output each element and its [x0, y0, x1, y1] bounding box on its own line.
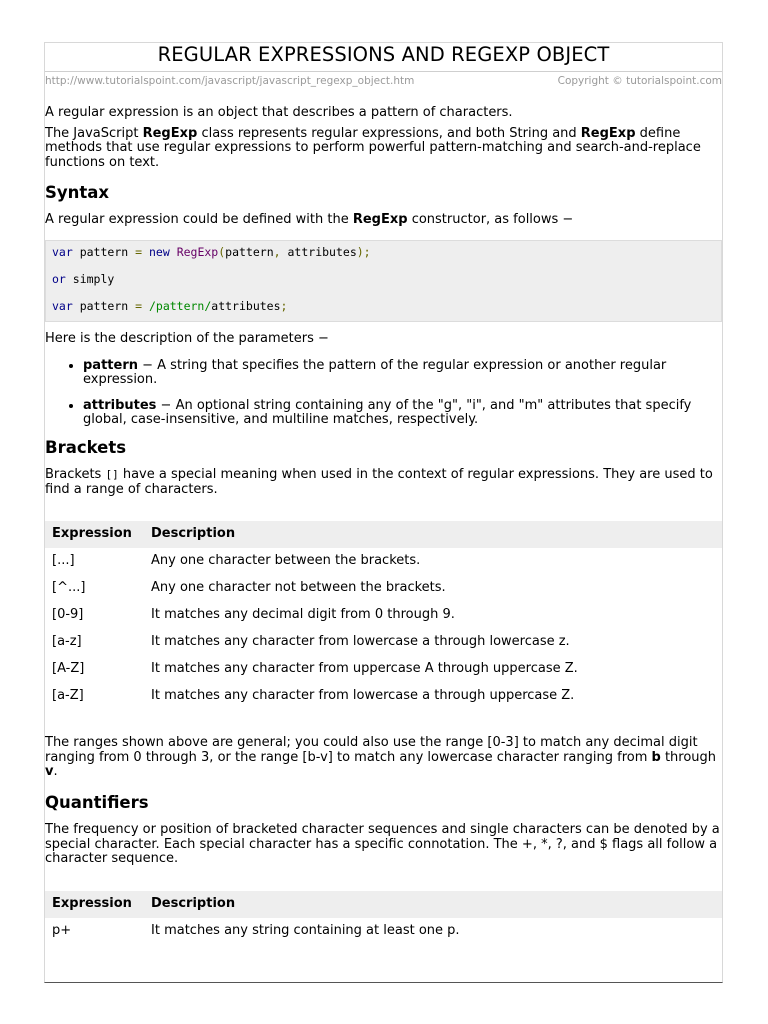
code-line-1	[52, 246, 715, 259]
text-run: through	[660, 749, 717, 765]
table-cell: It matches any character from uppercase A through uppercase Z.	[151, 661, 578, 677]
code-punct: );	[356, 244, 371, 259]
text-run: define methods that use regular expressions to perform powerful pattern-matching and search-and-replace functions on text.	[45, 125, 701, 170]
param-desc: − An optional string containing any of the "g", "i", and "m" attributes that specify global, case-insensitive, and multiline matches, respectively.	[83, 397, 692, 428]
code-line-2	[52, 273, 715, 286]
code-punct: =	[135, 244, 143, 259]
table-cell: It matches any character from lowercase a through uppercase Z.	[151, 688, 575, 704]
code-text: pattern	[72, 298, 136, 313]
quantifiers-heading: Quantifiers	[45, 792, 149, 812]
article-content	[45, 106, 722, 945]
copyright-text: Copyright © tutorialspoint.com	[557, 75, 722, 87]
table-cell: [...]	[52, 553, 75, 569]
document-page	[44, 42, 723, 983]
code-keyword: var	[52, 298, 73, 313]
code-text: attributes	[280, 244, 357, 259]
ranges-paragraph	[45, 736, 722, 780]
code-function: RegExp	[176, 244, 219, 259]
syntax-heading: Syntax	[45, 183, 110, 203]
brackets-table	[45, 521, 722, 710]
table-cell: It matches any decimal digit from 0 through 9.	[151, 607, 455, 623]
code-keyword: new	[148, 244, 170, 259]
quantifiers-paragraph: The frequency or position of bracketed character sequences and single characters can be denoted by a special character. Each special character has a specific connotation. The +, *, ?, and $ flags all follow a character sequence.	[45, 821, 720, 867]
code-punct: (	[218, 244, 226, 259]
list-item	[83, 399, 722, 428]
code-punct: ;	[280, 298, 288, 313]
table-row	[45, 656, 722, 683]
table-cell: It matches any character from lowercase a through lowercase z.	[151, 634, 570, 650]
table-cell: p+	[52, 922, 72, 938]
param-desc: − A string that specifies the pattern of the regular expression or another regular expression.	[83, 357, 667, 388]
text-run: constructor, as follows −	[407, 212, 574, 228]
code-text	[142, 245, 149, 259]
code-text: attributes	[211, 298, 281, 313]
text-run: class represents regular expressions, and both String and	[197, 125, 581, 141]
inline-code: []	[105, 467, 119, 481]
code-regex: /pattern/	[148, 298, 212, 313]
text-run: Brackets	[45, 466, 106, 482]
quantifiers-table	[45, 891, 722, 945]
code-block	[45, 240, 722, 322]
intro-paragraph-1: A regular expression is an object that describes a pattern of characters.	[45, 105, 513, 120]
param-name: attributes	[83, 397, 157, 413]
code-punct: ,	[273, 244, 281, 259]
column-header: Expression	[45, 891, 144, 918]
column-header: Description	[144, 891, 722, 918]
table-cell: [0-9]	[52, 607, 84, 623]
table-row	[45, 548, 722, 575]
column-header: Description	[144, 521, 722, 548]
code-text	[170, 245, 177, 259]
text-run: .	[53, 764, 58, 780]
table-row	[45, 918, 722, 945]
table-row	[45, 602, 722, 629]
brackets-heading: Brackets	[45, 437, 127, 457]
url-bar	[45, 72, 722, 89]
list-item	[83, 359, 722, 388]
page-title: REGULAR EXPRESSIONS AND REGEXP OBJECT	[45, 43, 722, 72]
param-name: pattern	[83, 357, 138, 373]
code-text: pattern	[225, 244, 274, 259]
bold-text: RegExp	[580, 125, 636, 141]
params-list	[45, 359, 722, 428]
bold-text: RegExp	[352, 212, 408, 228]
table-header-row	[45, 891, 722, 918]
table-row	[45, 683, 722, 710]
text-run: have a special meaning when used in the context of regular expressions. They are used to find a range of characters.	[45, 466, 713, 497]
text-run: The ranges shown above are general; you could also use the range [0-3] to match any decimal digit ranging from 0 through 3, or the range [b-v] to match any lowercase character ranging from	[45, 735, 698, 765]
table-cell: [a-z]	[52, 634, 82, 650]
code-line-3	[52, 300, 715, 313]
table-cell: It matches any string containing at least one p.	[151, 922, 460, 938]
code-keyword: or	[52, 271, 66, 286]
source-url-link[interactable]: http://www.tutorialspoint.com/javascript/javascript_regexp_object.htm	[45, 75, 415, 87]
table-row	[45, 575, 722, 602]
bold-text: b	[651, 749, 661, 765]
column-header: Expression	[45, 521, 144, 548]
bold-text: RegExp	[142, 125, 198, 141]
params-intro: Here is the description of the parameters −	[45, 330, 329, 346]
table-cell: [A-Z]	[52, 661, 85, 677]
code-keyword: var	[52, 244, 73, 259]
code-text: simply	[65, 271, 115, 286]
brackets-paragraph	[45, 468, 722, 497]
bold-text: v	[45, 764, 54, 780]
syntax-paragraph	[45, 213, 722, 228]
code-text	[142, 299, 149, 313]
text-run: The JavaScript	[45, 125, 143, 141]
table-cell: [a-Z]	[52, 688, 84, 704]
table-cell: Any one character between the brackets.	[151, 553, 421, 569]
table-header-row	[45, 521, 722, 548]
table-row	[45, 629, 722, 656]
table-cell: Any one character not between the brackets.	[151, 580, 446, 596]
table-cell: [^...]	[52, 580, 86, 596]
text-run: A regular expression could be defined with the	[45, 212, 353, 228]
intro-paragraph-2	[45, 127, 722, 171]
code-text: pattern	[72, 244, 136, 259]
code-punct: =	[135, 298, 143, 313]
